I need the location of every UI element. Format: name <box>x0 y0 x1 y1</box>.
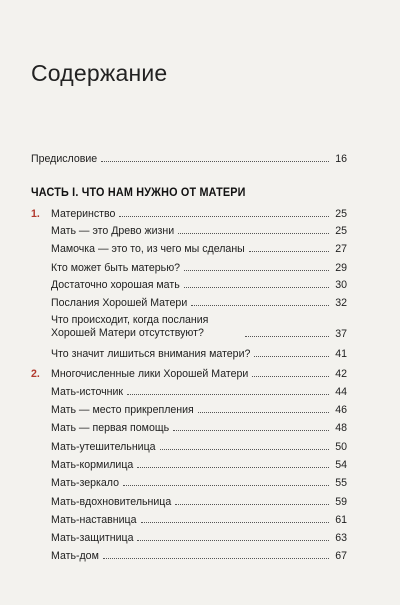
part-heading: ЧАСТЬ I. ЧТО НАМ НУЖНО ОТ МАТЕРИ <box>31 187 246 199</box>
dot-leader <box>184 270 329 271</box>
toc-entry-label: Мамочка — это то, из чего мы сделаны <box>51 243 245 255</box>
chapter-number: 1. <box>31 208 40 220</box>
dot-leader <box>178 233 329 234</box>
toc-page-number: 30 <box>335 279 347 291</box>
dot-leader <box>137 467 329 468</box>
toc-page-number: 42 <box>335 368 347 380</box>
chapter-title: Материнство <box>51 208 116 220</box>
dot-leader <box>103 558 329 559</box>
toc-page-number: 61 <box>335 514 347 526</box>
toc-entry <box>51 496 347 508</box>
dot-leader <box>175 504 329 505</box>
dot-leader <box>184 287 329 288</box>
toc-entry-label: Кто может быть матерью? <box>51 262 181 274</box>
toc-entry <box>51 386 347 398</box>
toc-entry-label: Мать-зеркало <box>51 477 119 489</box>
page-title: Содержание <box>31 60 168 86</box>
chapter-number: 2. <box>31 368 40 380</box>
dot-leader <box>245 336 329 337</box>
toc-entry <box>51 459 347 471</box>
toc-entry <box>51 279 347 291</box>
dot-leader <box>254 356 329 357</box>
toc-chapter-2 <box>31 368 347 380</box>
toc-entry-label: Мать — это Древо жизни <box>51 225 175 237</box>
toc-entry-preface <box>31 153 347 165</box>
toc-entry-label: Мать — первая помощь <box>51 422 170 434</box>
toc-page-number: 54 <box>335 459 347 471</box>
toc-page-number: 41 <box>335 348 347 360</box>
toc-entry <box>51 477 347 489</box>
toc-entry <box>51 404 347 416</box>
toc-entry <box>51 514 347 526</box>
toc-chapter-1 <box>31 208 347 220</box>
toc-entry <box>51 550 347 562</box>
toc-entry <box>51 422 347 434</box>
toc-entry-label: Мать-источник <box>51 386 124 398</box>
toc-entry-label: Послания Хорошей Матери <box>51 297 188 309</box>
toc-page-number: 25 <box>335 208 347 220</box>
dot-leader <box>119 216 329 217</box>
toc-entry <box>51 441 347 453</box>
toc-page-number: 55 <box>335 477 347 489</box>
toc-entry <box>51 314 347 340</box>
toc-entry <box>51 262 347 274</box>
toc-entry-label: Что значит лишиться внимания матери? <box>51 348 251 360</box>
toc-entry-label: Мать — место прикрепления <box>51 404 194 416</box>
toc-entry-label: Предисловие <box>31 153 98 165</box>
dot-leader <box>249 251 329 252</box>
toc-page-number: 50 <box>335 441 347 453</box>
toc-entry-label: Мать-вдохновительница <box>51 496 172 508</box>
toc-page-number: 27 <box>335 243 347 255</box>
dot-leader <box>160 449 329 450</box>
toc-entry-label: Мать-защитница <box>51 532 134 544</box>
toc-page-number: 29 <box>335 262 347 274</box>
toc-page-number: 46 <box>335 404 347 416</box>
toc-page-number: 25 <box>335 225 347 237</box>
toc-entry-label: Мать-кормилица <box>51 459 134 471</box>
toc-entry <box>51 297 347 309</box>
toc-entry-label: Мать-наставница <box>51 514 137 526</box>
dot-leader <box>141 522 329 523</box>
toc-page-number: 63 <box>335 532 347 544</box>
dot-leader <box>123 485 329 486</box>
toc-page-number: 48 <box>335 422 347 434</box>
toc-page-number: 67 <box>335 550 347 562</box>
toc-page-number: 44 <box>335 386 347 398</box>
toc-entry-label: Мать-дом <box>51 550 99 562</box>
toc-page-number: 16 <box>335 153 347 165</box>
toc-entry-label: Достаточно хорошая мать <box>51 279 180 291</box>
dot-leader <box>198 412 329 413</box>
toc-entry <box>51 243 347 255</box>
toc-entry <box>51 532 347 544</box>
toc-entry-label: Мать-утешительница <box>51 441 156 453</box>
toc-page-number: 37 <box>335 328 347 340</box>
dot-leader <box>101 161 329 162</box>
dot-leader <box>127 394 329 395</box>
dot-leader <box>252 376 329 377</box>
dot-leader <box>137 540 329 541</box>
chapter-title: Многочисленные лики Хорошей Матери <box>51 368 249 380</box>
toc-page-number: 32 <box>335 297 347 309</box>
dot-leader <box>191 305 329 306</box>
toc-entry <box>51 348 347 360</box>
dot-leader <box>173 430 329 431</box>
toc-entry <box>51 225 347 237</box>
toc-page-number: 59 <box>335 496 347 508</box>
toc-entry-label: Что происходит, когда послания Хорошей Матери отсутствуют? <box>51 314 209 339</box>
